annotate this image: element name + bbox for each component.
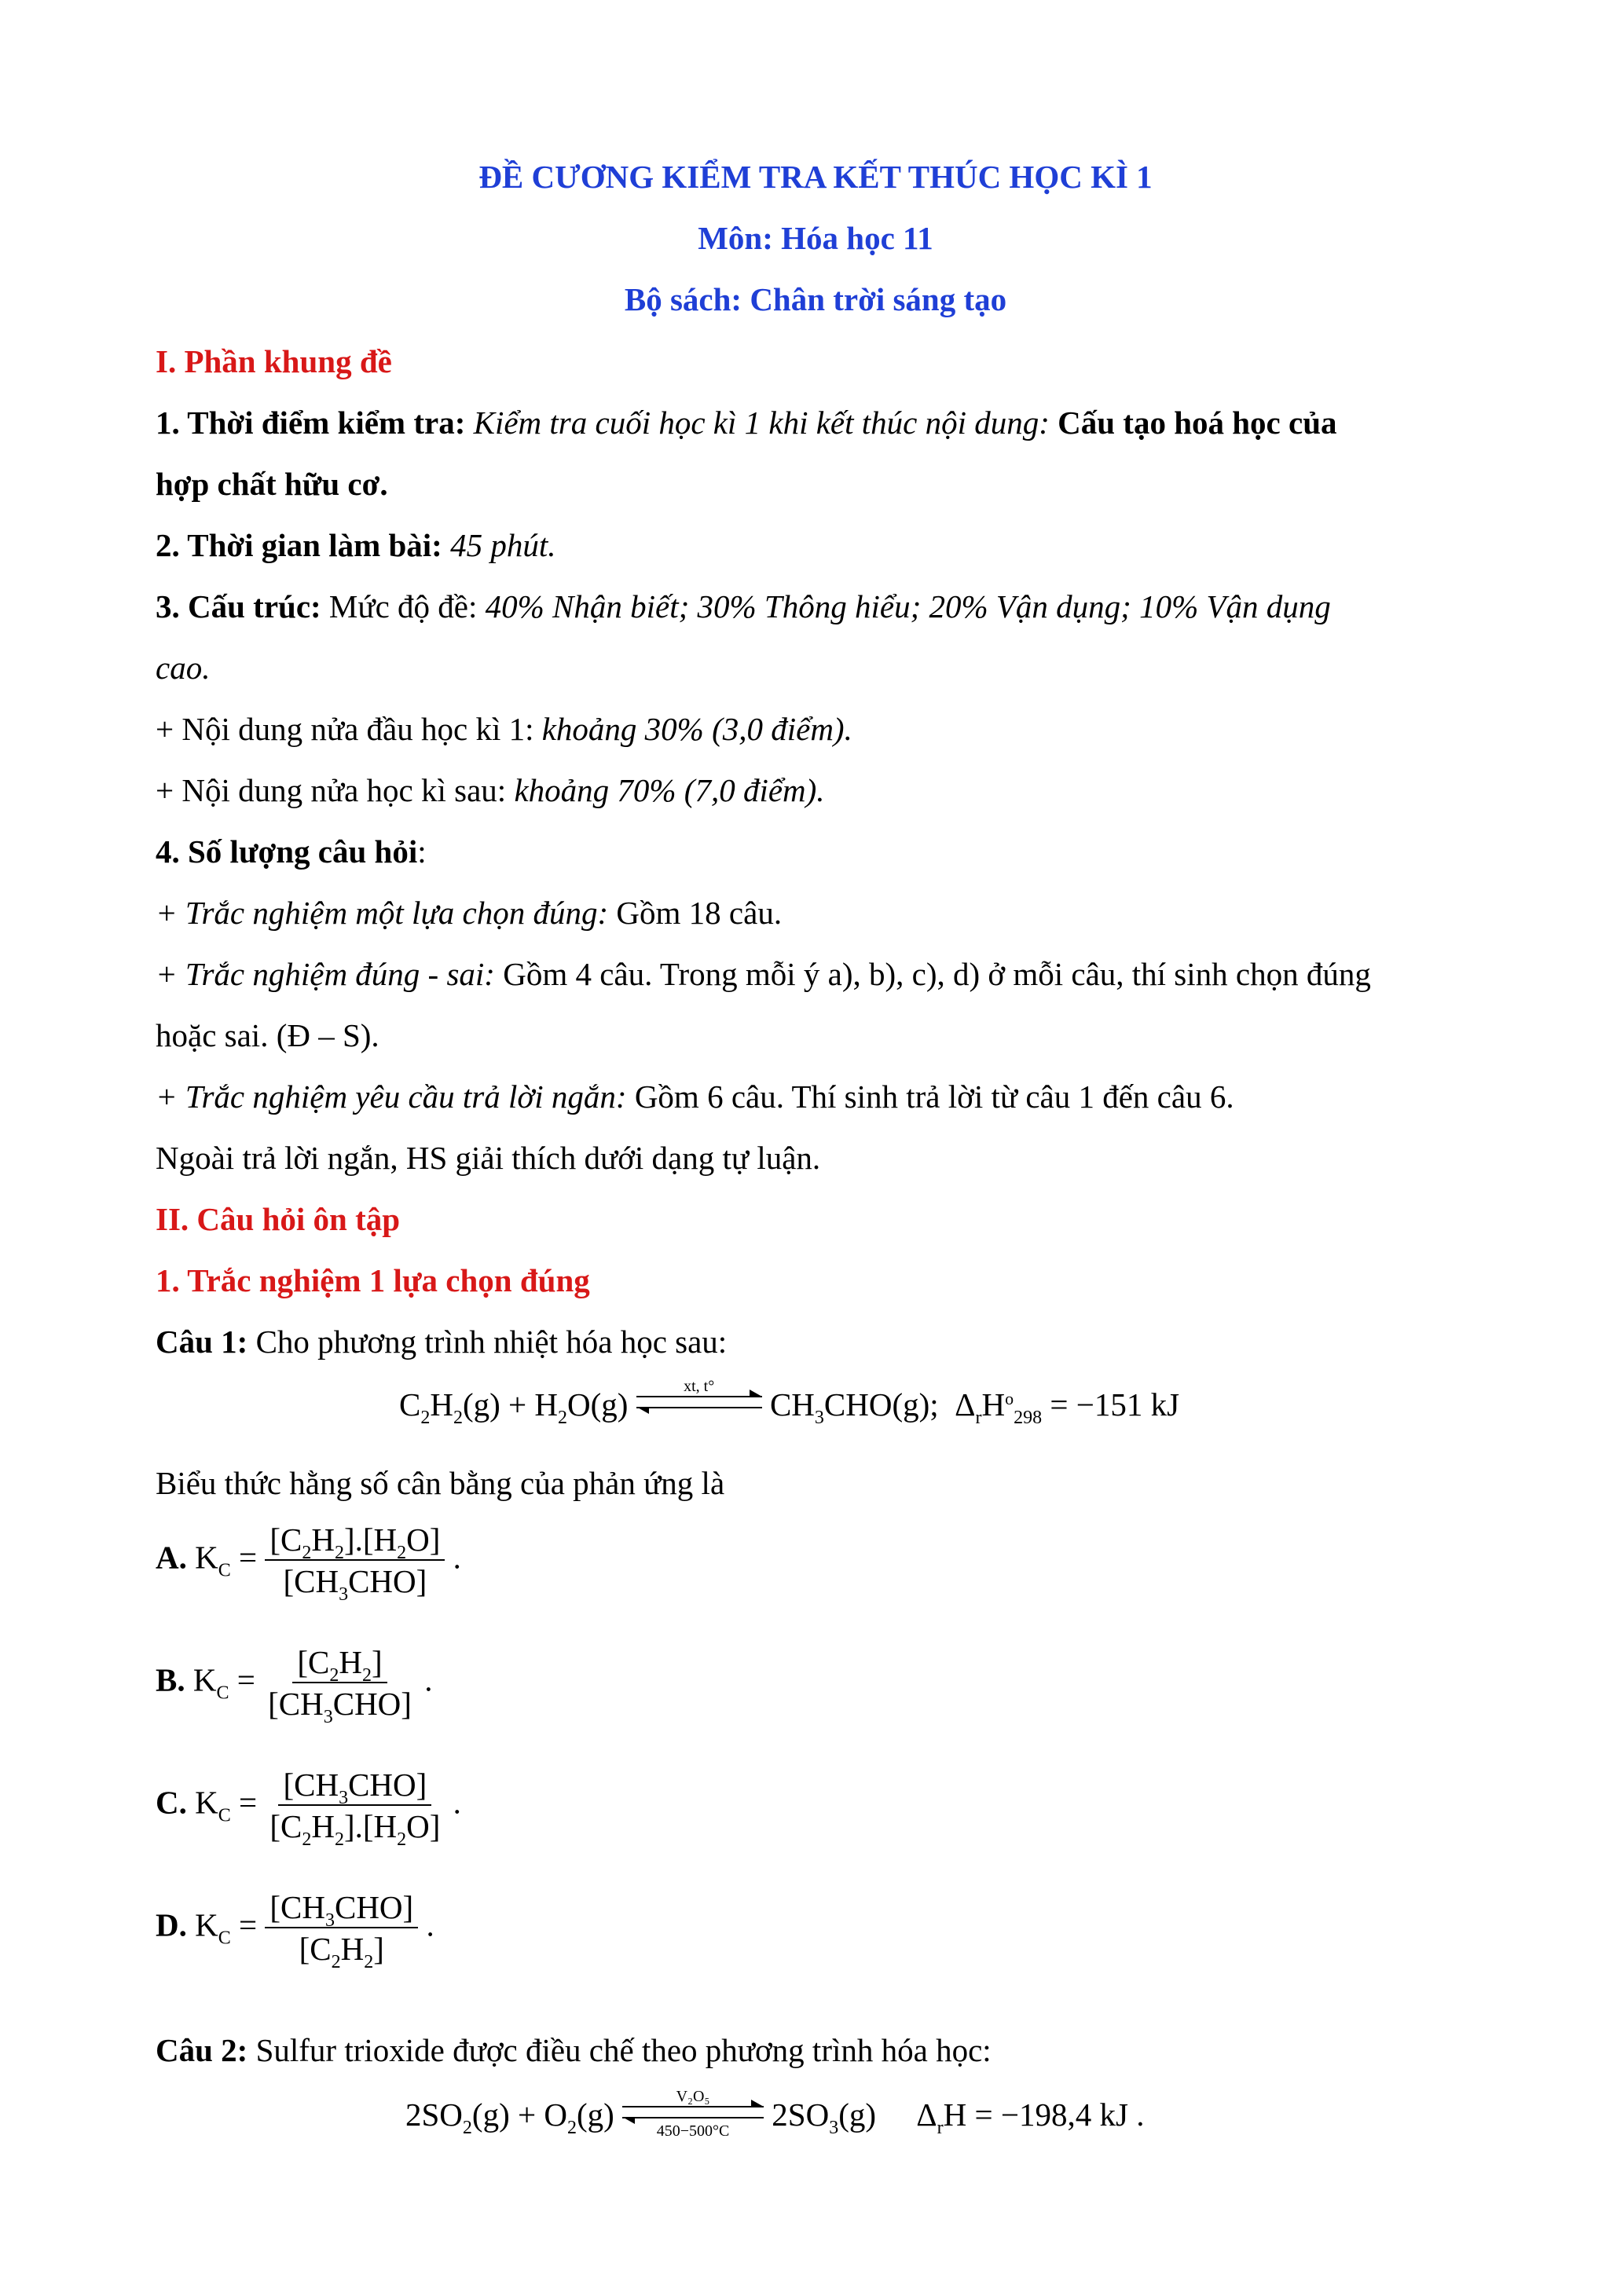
document-title: ĐỀ CƯƠNG KIỂM TRA KẾT THÚC HỌC KÌ 1 bbox=[478, 159, 1153, 195]
q2-text: Sulfur trioxide được điều chế theo phương trình hóa học: bbox=[255, 2032, 992, 2068]
question-type-3 bbox=[156, 1078, 1234, 1115]
option-b-label: B. bbox=[156, 1661, 185, 1698]
q2-eq-cond-top: V₂O₅ bbox=[676, 2087, 710, 2105]
item1-bold-b: hợp chất hữu cơ. bbox=[156, 466, 388, 502]
q1-eq-dh: = −151 kJ bbox=[1050, 1386, 1180, 1423]
option-a-fraction: $\frac{[C_2H_2].[H_2O]}{[CH_3CHO]}$ bbox=[265, 1524, 445, 1598]
q2-eq-cond-bottom: 450−500°C bbox=[656, 2122, 730, 2140]
item3-sub2-italic: khoảng 70% (7,0 điểm). bbox=[514, 772, 825, 808]
item3-line bbox=[156, 588, 1331, 624]
item4-colon: : bbox=[417, 833, 427, 870]
q-type1-text: Gồm 18 câu. bbox=[616, 895, 783, 931]
item3-line2 bbox=[156, 652, 210, 684]
option-b: B. $K_C$ = $\frac{[C_2H_2]}{[CH_3CHO]}$ . bbox=[156, 1644, 433, 1727]
q2-label: Câu 2: bbox=[156, 2032, 248, 2068]
item3-sub1 bbox=[156, 713, 852, 745]
item2-value: 45 phút. bbox=[450, 527, 556, 563]
item4-line bbox=[156, 833, 427, 870]
option-b-fraction: $\frac{[C_2H_2]}{[CH_3CHO]}$ bbox=[268, 1644, 412, 1727]
option-d-label: D. bbox=[156, 1906, 187, 1943]
q1-eq-condition: xt, t° bbox=[684, 1377, 715, 1395]
question-type-1 bbox=[156, 897, 782, 929]
item1-bold-a: Cấu tạo hoá học của bbox=[1058, 405, 1337, 441]
item3-sub2-text: + Nội dung nửa học kì sau: bbox=[156, 772, 507, 808]
q-type3-text: Gồm 6 câu. Thí sinh trả lời từ câu 1 đến câu 6. bbox=[634, 1078, 1234, 1115]
item4-label: 4. Số lượng câu hỏi bbox=[156, 833, 418, 870]
option-a-label: A. bbox=[156, 1539, 187, 1576]
q-type2-italic: + Trắc nghiệm đúng - sai: bbox=[156, 956, 495, 992]
option-c: C. $K_C$ = $\frac{[CH_3CHO]}{[C_2H_2].[H_2O]}$ . bbox=[156, 1767, 461, 1850]
item3-sub1-text: + Nội dung nửa đầu học kì 1: bbox=[156, 711, 534, 747]
item1-line bbox=[156, 407, 1337, 439]
book-line: Bộ sách: Chân trời sáng tạo bbox=[624, 281, 1007, 317]
q-type3-italic: + Trắc nghiệm yêu cầu trả lời ngắn: bbox=[156, 1078, 627, 1115]
option-c-fraction: $\frac{[CH_3CHO]}{[C_2H_2].[H_2O]}$ bbox=[269, 1767, 441, 1850]
q1-text: Cho phương trình nhiệt hóa học sau: bbox=[255, 1324, 728, 1360]
item1-label: 1. Thời điểm kiểm tra: bbox=[156, 405, 466, 441]
option-d-fraction: $\frac{[CH_3CHO]}{[C_2H_2]}$ bbox=[265, 1891, 418, 1965]
item3-sub1-italic: khoảng 30% (3,0 điểm). bbox=[541, 711, 852, 747]
option-a: A. $K_C$ = $\frac{[C_2H_2].[H_2O]}{[CH_3CHO]}$ . bbox=[156, 1522, 461, 1605]
q-type2-text-a: Gồm 4 câu. Trong mỗi ý a), b), c), d) ở mỗi câu, thí sinh chọn đúng bbox=[503, 956, 1371, 992]
q1-prompt: Biểu thức hằng số cân bằng của phản ứng là bbox=[156, 1465, 725, 1501]
section-heading-part2: II. Câu hỏi ôn tập bbox=[156, 1201, 401, 1237]
question-1 bbox=[156, 1326, 727, 1358]
item2-label: 2. Thời gian làm bài: bbox=[156, 527, 442, 563]
item3-label: 3. Cấu trúc: bbox=[156, 588, 321, 624]
equation-2: $2SO_2(g) + O_2(g)$ $\frac{\text{V₂O₅}}{450-500^\circ C}$ $2SO_3(g)$ $\Delta_rH = -198,4$ kJ . bbox=[405, 2087, 1145, 2140]
option-c-label: C. bbox=[156, 1784, 187, 1821]
section-heading-part1: I. Phần khung đề bbox=[156, 343, 392, 379]
item2-line bbox=[156, 529, 556, 562]
q2-eq-dh: = −198,4 kJ . bbox=[974, 2096, 1145, 2133]
item1-line2 bbox=[156, 468, 388, 500]
item3-italic-b: cao. bbox=[156, 650, 211, 686]
q-type2-text-b: hoặc sai. (Đ – S). bbox=[156, 1017, 379, 1053]
sub-heading-mcq: 1. Trắc nghiệm 1 lựa chọn đúng bbox=[156, 1262, 590, 1298]
equation-1: $C_2H_2(g) + H_2O(g)$ xt, t° $CH_3CHO(g)$; $\Delta_rH^o_{298} = -151$ kJ bbox=[399, 1377, 1180, 1428]
subject-line: Môn: Hóa học 11 bbox=[698, 220, 933, 256]
question-type-2 bbox=[156, 958, 1371, 991]
q1-label: Câu 1: bbox=[156, 1324, 248, 1360]
question-type-3-note: Ngoài trả lời ngắn, HS giải thích dưới dạng tự luận. bbox=[156, 1140, 821, 1176]
equilibrium-arrow-2 bbox=[622, 2087, 764, 2140]
option-d: D. $K_C$ = $\frac{[CH_3CHO]}{[C_2H_2]}$ . bbox=[156, 1889, 434, 1972]
question-type-2-cont bbox=[156, 1017, 379, 1053]
item3-italic-a: 40% Nhận biết; 30% Thông hiểu; 20% Vận dụng; 10% Vận dụng bbox=[485, 588, 1331, 624]
question-2 bbox=[156, 2034, 992, 2067]
item3-text: Mức độ đề: bbox=[328, 588, 478, 624]
item1-italic: Kiểm tra cuối học kì 1 khi kết thúc nội dung: bbox=[473, 405, 1050, 441]
item3-sub2 bbox=[156, 774, 825, 807]
equilibrium-arrow-1 bbox=[636, 1377, 762, 1424]
q-type1-italic: + Trắc nghiệm một lựa chọn đúng: bbox=[156, 895, 609, 931]
